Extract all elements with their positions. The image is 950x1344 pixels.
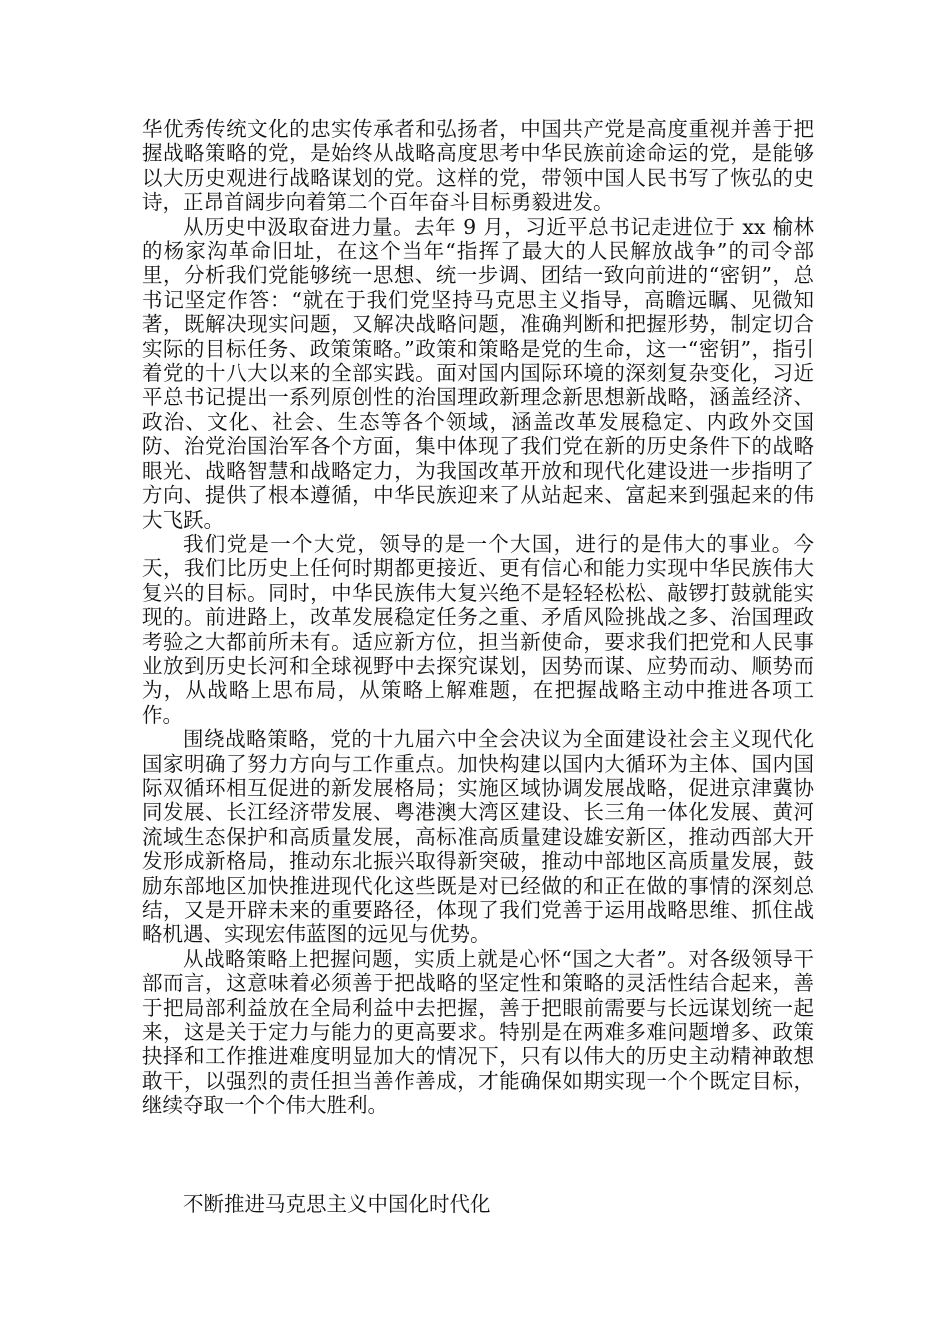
section-heading: 不断推进马克思主义中国化时代化 xyxy=(183,1192,491,1216)
paragraph-grasp-issues: 从战略策略上把握问题，实质上就是心怀“国之大者”。对各级领导干部而言，这意味着必须善于把战略的坚定性和策略的灵活性结合起来，善于把局部利益放在全局利益中去把握，善于把眼前需要与长远谋划统一起来，这是关于定力与能力的更高要求。特别是在两难多难问题增多、政策抉择和工作推进难度明显加大的情况下，只有以伟大的历史主动精神敢想敢干，以强烈的责任担当善作善成，才能确保如期实现一个个既定目标，继续夺取一个个伟大胜利。 xyxy=(142,946,814,1118)
paragraph-big-party: 我们党是一个大党，领导的是一个大国，进行的是伟大的事业。今天，我们比历史上任何时期都更接近、更有信心和能力实现中华民族伟大复兴的目标。同时，中华民族伟大复兴绝不是轻轻松松、敲锣打鼓就能实现的。前进路上，改革发展稳定任务之重、矛盾风险挑战之多、治国理政考验之大都前所未有。适应新方位，担当新使命，要求我们把党和人民事业放到历史长河和全球视野中去探究谋划，因势而谋、应势而动、顺势而为，从战略上思布局，从策略上解难题，在把握战略主动中推进各项工作。 xyxy=(142,531,814,727)
paragraph-continuation: 华优秀传统文化的忠实传承者和弘扬者，中国共产党是高度重视并善于把握战略策略的党，是始终从战略高度思考中华民族前途命运的党，是能够以大历史观进行战略谋划的党。这样的党，带领中国人民书写了恢弘的史诗，正昂首阔步向着第二个百年奋斗目标勇毅进发。 xyxy=(142,117,814,215)
paragraph-history: 从历史中汲取奋进力量。去年 9 月，习近平总书记走进位于 xx 榆林的杨家沟革命旧址，在这个当年“指挥了最大的人民解放战争”的司令部里，分析我们党能够统一思想、统一步调、团结一致向前进的“密钥”，总书记坚定作答：“就在于我们党坚持马克思主义指导，高瞻远瞩、见微知著，既解决现实问题，又解决战略问题，准确判断和把握形势，制定切合实际的目标任务、政策策略。”政策和策略是党的生命，这一“密钥”，指引着党的十八大以来的全部实践。面对国内国际环境的深刻复杂变化，习近平总书记提出一系列原创性的治国理政新理念新思想新战略，涵盖经济、政治、文化、社会、生态等各个领域，涵盖改革发展稳定、内政外交国防、治党治国治军各个方面，集中体现了我们党在新的历史条件下的战略眼光、战略智慧和战略定力，为我国改革开放和现代化建设进一步指明了方向、提供了根本遵循，中华民族迎来了从站起来、富起来到强起来的伟大飞跃。 xyxy=(142,214,814,532)
paragraph-strategy: 围绕战略策略，党的十九届六中全会决议为全面建设社会主义现代化国家明确了努力方向与工作重点。加快构建以国内大循环为主体、国内国际双循环相互促进的新发展格局；实施区域协调发展战略，促进京津冀协同发展、长江经济带发展、粤港澳大湾区建设、长三角一体化发展、黄河流域生态保护和高质量发展，高标准高质量建设雄安新区，推动西部大开发形成新格局，推动东北振兴取得新突破，推动中部地区高质量发展，鼓励东部地区加快推进现代化这些既是对已经做的和正在做的事情的深刻总结，又是开辟未来的重要路径，体现了我们党善于运用战略思维、抓住战略机遇、实现宏伟蓝图的远见与优势。 xyxy=(142,727,814,947)
document-body xyxy=(142,117,814,1118)
